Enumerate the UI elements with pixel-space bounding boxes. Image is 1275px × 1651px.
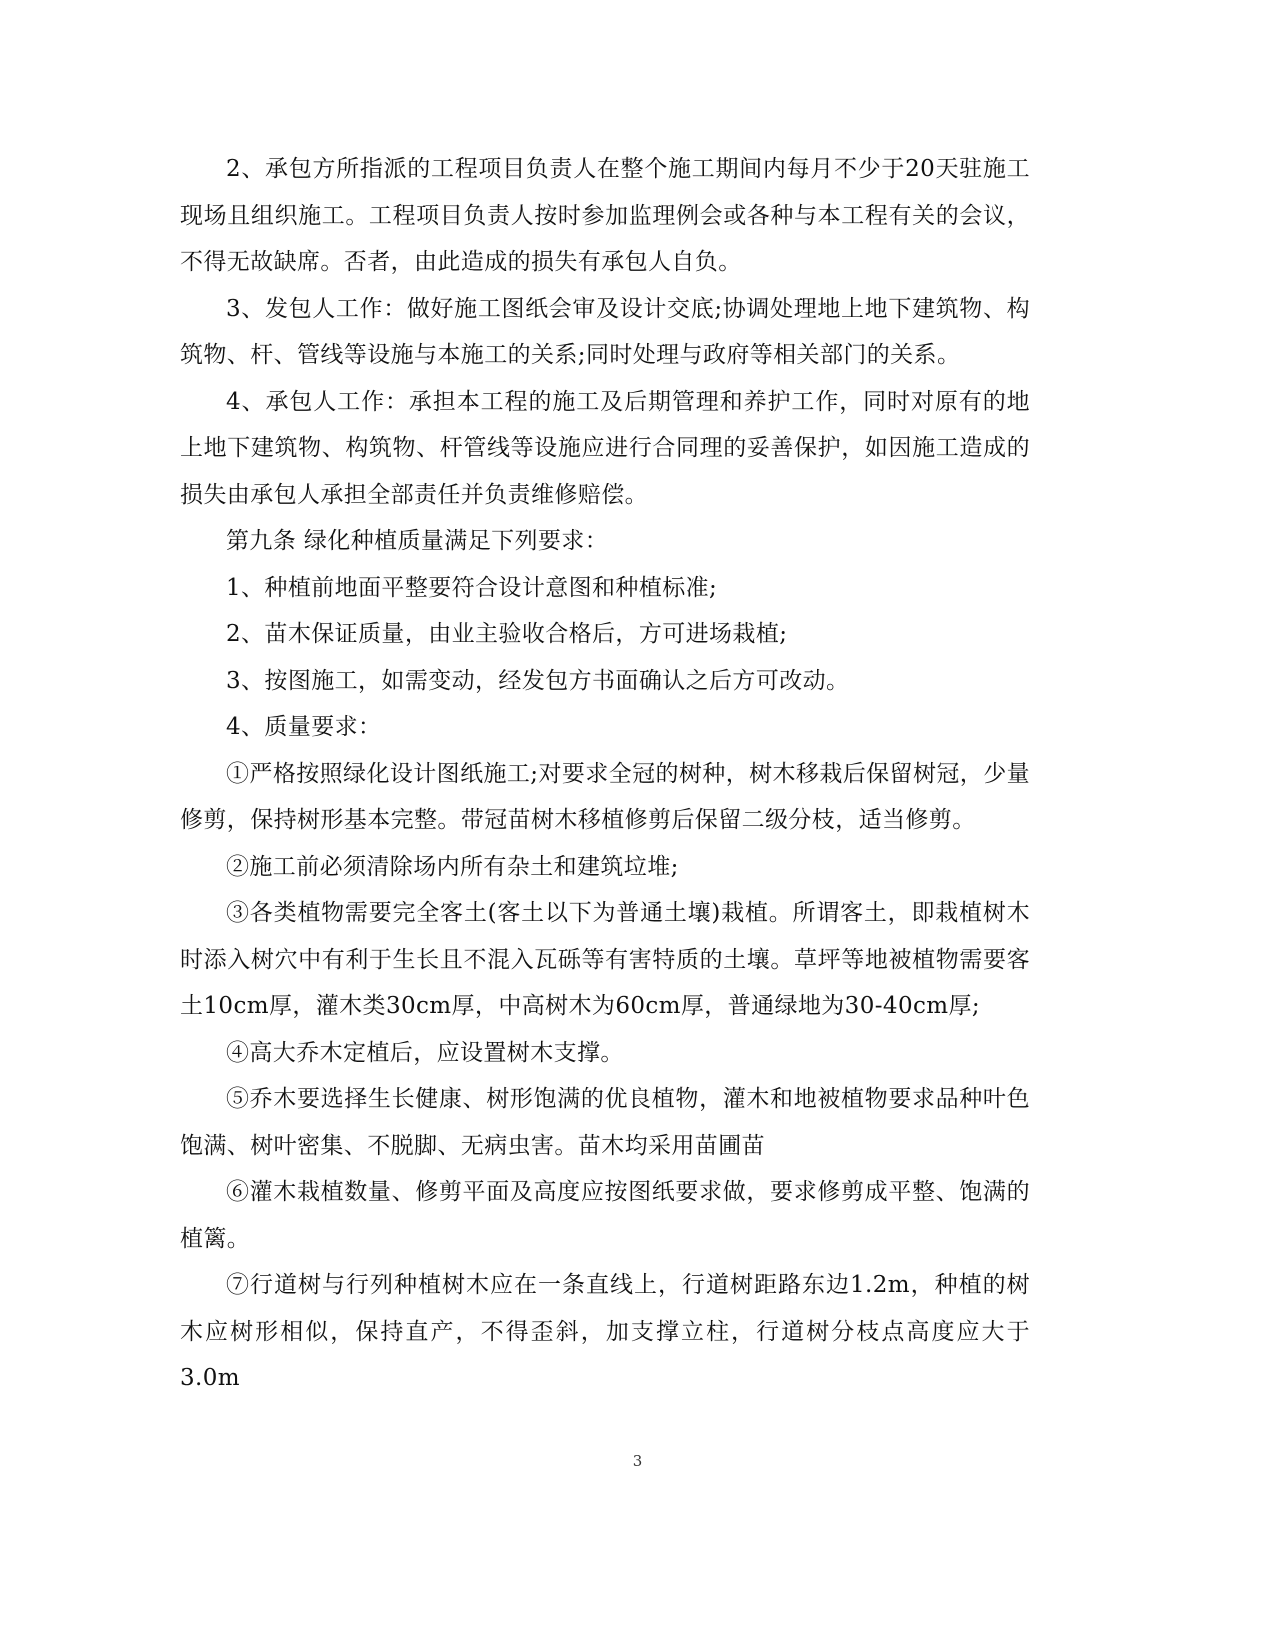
- requirement-item-3: 3、按图施工，如需变动，经发包方书面确认之后方可改动。: [226, 667, 850, 694]
- quality-point-7: ⑦行道树与行列种植树木应在一条直线上，行道树距路东边1.2m，种植的树木应树形相似，保持直产，不得歪斜，加支撑立柱，行道树分枝点高度应大于3.0m: [180, 1272, 1030, 1391]
- quality-point-5: ⑤乔木要选择生长健康、树形饱满的优良植物，灌木和地被植物要求品种叶色饱满、树叶密集、不脱脚、无病虫害。苗木均采用苗圃苗: [180, 1086, 1030, 1159]
- clause-paragraph-4: 4、承包人工作：承担本工程的施工及后期管理和养护工作，同时对原有的地上地下建筑物、构筑物、杆管线等设施应进行合同理的妥善保护，如因施工造成的损失由承包人承担全部责任并负责维修赔偿。: [180, 388, 1030, 508]
- requirement-item-2: 2、苗木保证质量，由业主验收合格后，方可进场栽植;: [226, 621, 788, 647]
- quality-point-1: ①严格按照绿化设计图纸施工;对要求全冠的树种，树木移栽后保留树冠，少量修剪，保持树形基本完整。带冠苗树木移植修剪后保留二级分枝，适当修剪。: [180, 760, 1030, 833]
- requirement-item-1: 1、种植前地面平整要符合设计意图和种植标准;: [226, 574, 718, 601]
- clause-paragraph-3: 3、发包人工作：做好施工图纸会审及设计交底;协调处理地上地下建筑物、构筑物、杆、管线等设施与本施工的关系;同时处理与政府等相关部门的关系。: [180, 295, 1030, 368]
- clause-paragraph-2: 2、承包方所指派的工程项目负责人在整个施工期间内每月不少于20天驻施工现场且组织施工。工程项目负责人按时参加监理例会或各种与本工程有关的会议，不得无故缺席。否者，由此造成的损失有承包人自负。: [180, 156, 1030, 275]
- quality-point-6: ⑥灌木栽植数量、修剪平面及高度应按图纸要求做，要求修剪成平整、饱满的植篱。: [180, 1179, 1030, 1252]
- article-9-heading: 第九条 绿化种植质量满足下列要求：: [226, 528, 609, 554]
- page-number: 3: [632, 1452, 643, 1470]
- quality-point-4: ④高大乔木定植后，应设置树木支撑。: [226, 1039, 624, 1066]
- requirement-item-4: 4、质量要求：: [226, 714, 382, 740]
- document-body: [180, 146, 1030, 1402]
- quality-point-2: ②施工前必须清除场内所有杂土和建筑垃堆;: [226, 853, 679, 880]
- quality-point-3: ③各类植物需要完全客土(客土以下为普通土壤)栽植。所谓客土，即栽植树木时添入树穴中有利于生长且不混入瓦砾等有害特质的土壤。草坪等地被植物需要客土10cm厚，灌木类30cm厚，中高树木为60cm厚，普通绿地为30-40cm厚;: [180, 900, 1030, 1019]
